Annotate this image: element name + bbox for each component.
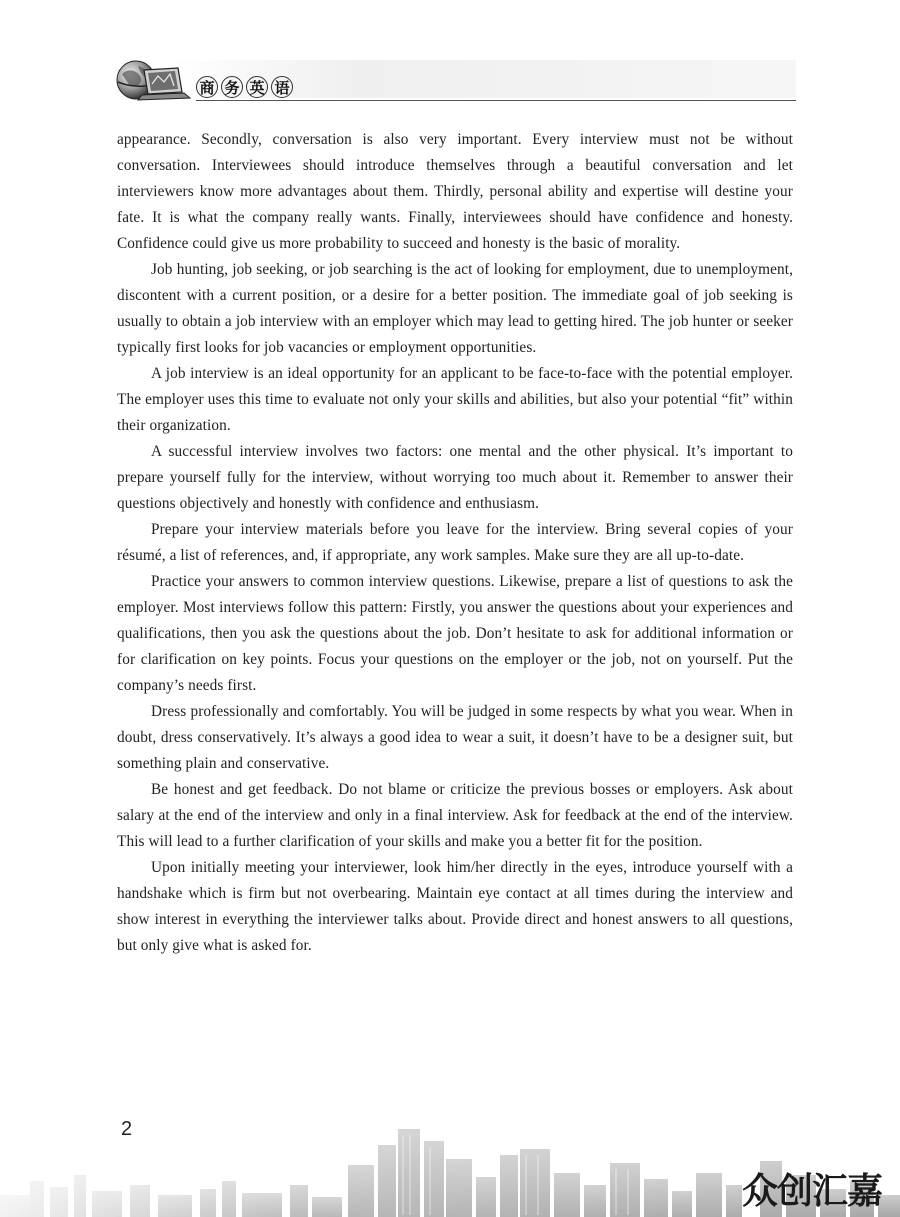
paragraph: Dress professionally and comfortably. You will be judged in some respects by what you wear. When in doubt, dress conservatively. It’s always a good idea to wear a suit, it doesn’t have to be a designer suit, but something plain and conservative. (117, 703, 793, 772)
globe-laptop-logo-icon (112, 58, 192, 102)
paragraph: Prepare your interview materials before you leave for the interview. Bring several copies of your résumé, a list of references, and, if appropriate, any work samples. Make sure they are all up-to-date. (117, 521, 793, 564)
page-header (112, 56, 796, 106)
paragraph: appearance. Secondly, conversation is also very important. Every interview must not be without conversation. Interviewees should introduce themselves through a beautiful conversation and let interviewers know more advantages about them. Thirdly, personal ability and expertise will destine your fate. It is what the company really wants. Finally, interviewees should have confidence and honesty. Confidence could give us more probability to succeed and honesty is the basic of morality. (117, 131, 793, 252)
title-char: 商 (196, 76, 218, 98)
paragraph: Job hunting, job seeking, or job searching is the act of looking for employment, due to unemployment, discontent with a current position, or a desire for a better position. The immediate goal of job seeking is usually to obtain a job interview with an employer which may lead to getting hired. The job hunter or seeker typically first looks for job vacancies or employment opportunities. (117, 261, 793, 356)
paragraph: Be honest and get feedback. Do not blame or criticize the previous bosses or employers. Ask about salary at the end of the interview and only in a final interview. Ask for feedback at the end of the interview. This will lead to a further clarification of your skills and make you a better fit for the position. (117, 781, 793, 850)
title-char: 英 (246, 76, 268, 98)
watermark-logo: 众创汇嘉 (742, 1171, 883, 1212)
header-rule (196, 100, 796, 101)
paragraph: A job interview is an ideal opportunity for an applicant to be face-to-face with the potential employer. The employer uses this time to evaluate not only your skills and abilities, but also your potential “fit” within their organization. (117, 365, 793, 434)
paragraph: Upon initially meeting your interviewer, look him/her directly in the eyes, introduce yourself with a handshake which is firm but not overbearing. Maintain eye contact at all times during the interview and show interest in everything the interviewer talks about. Provide direct and honest answers to all questions, but only give what is asked for. (117, 859, 793, 954)
book-title (196, 76, 293, 98)
paragraph: A successful interview involves two factors: one mental and the other physical. It’s important to prepare yourself fully for the interview, without worrying too much about it. Remember to answer their questions objectively and honestly with confidence and enthusiasm. (117, 443, 793, 512)
title-char: 语 (271, 76, 293, 98)
page-number: 2 (121, 1118, 133, 1140)
paragraph: Practice your answers to common interview questions. Likewise, prepare a list of questions to ask the employer. Most interviews follow this pattern: Firstly, you answer the questions about your experiences and qualifications, then you ask the questions about the job. Don’t hesitate to ask for additional information or for clarification on key points. Focus your questions on the employer or the job, not on yourself. Put the company’s needs first. (117, 573, 793, 694)
body-text (117, 127, 793, 959)
title-char: 务 (221, 76, 243, 98)
